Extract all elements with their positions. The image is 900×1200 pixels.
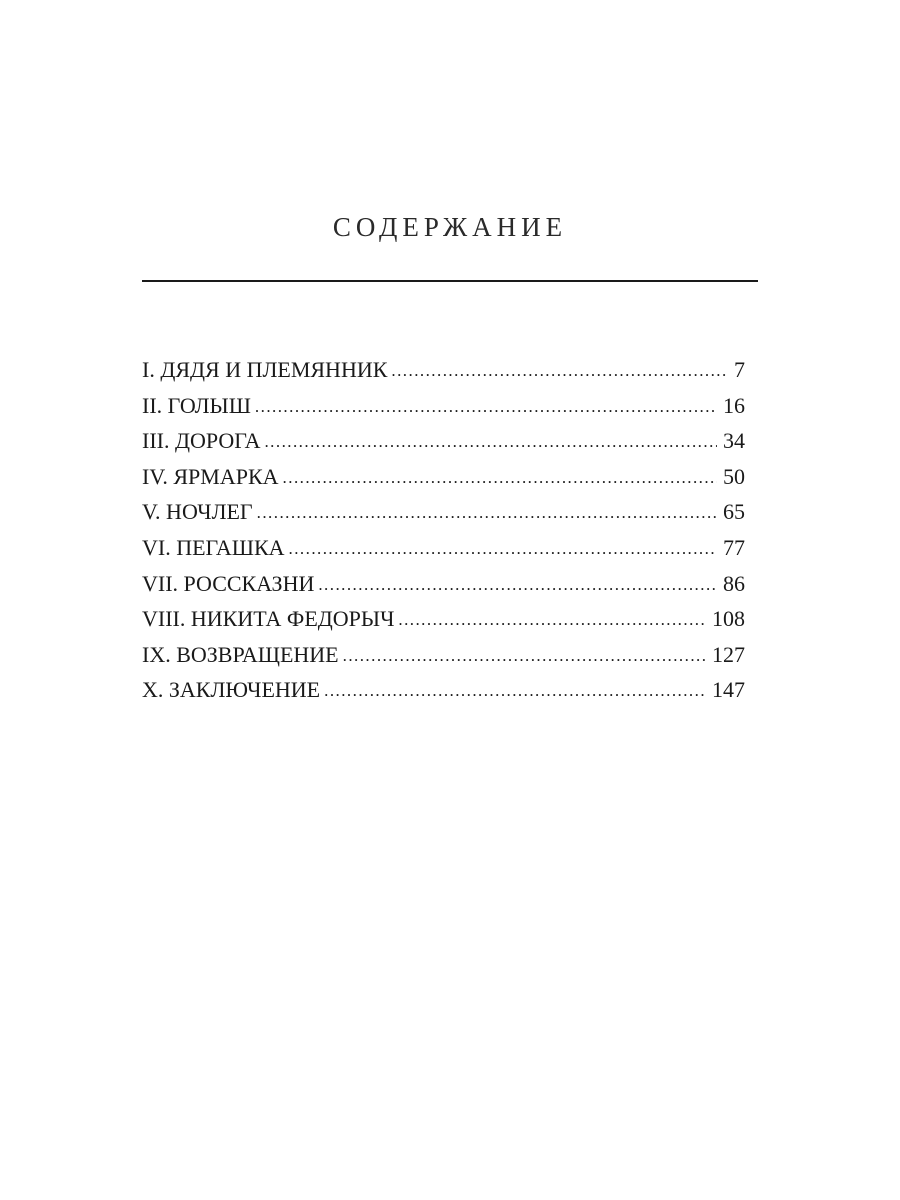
- toc-entry[interactable]: [142, 637, 745, 673]
- toc-entry[interactable]: [142, 352, 745, 388]
- toc-entry-page: 147: [712, 677, 745, 703]
- dot-leader: [391, 353, 727, 389]
- toc-entry-label: III. ДОРОГА: [142, 428, 261, 454]
- toc-entry-page: 108: [712, 606, 745, 632]
- toc-entry[interactable]: [142, 672, 745, 708]
- toc-entry-page: 86: [723, 570, 745, 596]
- toc-entry[interactable]: [142, 601, 745, 637]
- toc-entry-page: 34: [723, 428, 745, 454]
- toc-entry-label: II. ГОЛЫШ: [142, 392, 251, 418]
- dot-leader: [257, 495, 717, 531]
- toc-entry-page: 7: [734, 357, 745, 382]
- toc-entry-page: 16: [723, 392, 745, 418]
- table-of-contents: [142, 352, 745, 708]
- toc-entry[interactable]: [142, 566, 745, 602]
- toc-entry-page: 50: [723, 463, 745, 489]
- toc-entry[interactable]: [142, 494, 745, 530]
- dot-leader: [324, 673, 706, 709]
- toc-entry-label: IV. ЯРМАРКА: [142, 463, 279, 489]
- toc-entry-label: X. ЗАКЛЮЧЕНИЕ: [142, 677, 321, 703]
- page-title: СОДЕРЖАНИЕ: [332, 212, 568, 242]
- toc-entry-label: I. ДЯДЯ И ПЛЕМЯННИК: [142, 357, 388, 382]
- dot-leader: [283, 460, 717, 496]
- dot-leader: [398, 602, 706, 638]
- toc-entry-label: VII. РОССКАЗНИ: [142, 570, 315, 596]
- toc-entry-label: VI. ПЕГАШКА: [142, 534, 285, 560]
- toc-entry-page: 127: [712, 641, 745, 667]
- toc-entry[interactable]: [142, 423, 745, 459]
- toc-entry[interactable]: [142, 388, 745, 424]
- toc-entry-label: V. НОЧЛЕГ: [142, 499, 253, 525]
- toc-entry-page: 77: [723, 534, 745, 560]
- toc-entry-label: VIII. НИКИТА ФЕДОРЫЧ: [142, 606, 395, 632]
- dot-leader: [343, 638, 706, 674]
- toc-entry-page: 65: [723, 499, 745, 525]
- dot-leader: [318, 567, 717, 603]
- dot-leader: [255, 389, 717, 425]
- toc-entry[interactable]: [142, 459, 745, 495]
- dot-leader: [289, 531, 717, 567]
- title-divider: [142, 280, 758, 282]
- toc-entry-label: IX. ВОЗВРАЩЕНИЕ: [142, 641, 339, 667]
- dot-leader: [264, 424, 717, 460]
- toc-entry[interactable]: [142, 530, 745, 566]
